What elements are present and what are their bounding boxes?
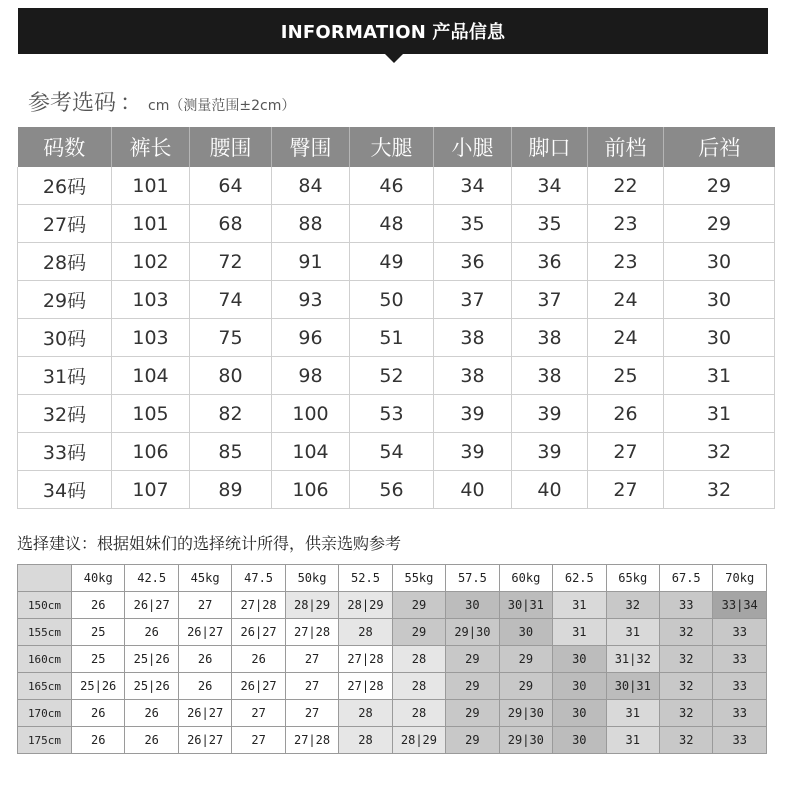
size-row <box>18 167 775 205</box>
section-title-text: 参考选码 <box>28 91 117 116</box>
size-cell: 32码 <box>18 395 112 433</box>
recommended-size-cell: 28 <box>392 673 445 700</box>
size-cell: 24 <box>588 319 664 357</box>
size-cell: 84 <box>272 167 350 205</box>
size-cell: 85 <box>190 433 272 471</box>
recommendation-row <box>18 646 767 673</box>
weight-header-cell: 70kg <box>713 565 767 592</box>
recommended-size-cell: 30|31 <box>499 592 552 619</box>
recommended-size-cell: 33 <box>659 592 712 619</box>
recommended-size-cell: 25 <box>72 619 125 646</box>
size-row <box>18 243 775 281</box>
recommended-size-cell: 31 <box>606 700 659 727</box>
size-row <box>18 319 775 357</box>
recommended-size-cell: 26 <box>178 673 231 700</box>
recommended-size-cell: 33 <box>713 700 767 727</box>
size-cell: 48 <box>350 205 434 243</box>
size-cell: 82 <box>190 395 272 433</box>
recommended-size-cell: 26 <box>72 592 125 619</box>
height-label: 165cm <box>18 673 72 700</box>
size-cell: 103 <box>112 281 190 319</box>
corner-cell <box>18 565 72 592</box>
size-cell: 34 <box>512 167 588 205</box>
size-cell: 30 <box>664 281 775 319</box>
recommended-size-cell: 30 <box>553 700 606 727</box>
size-cell: 39 <box>434 395 512 433</box>
weight-header-cell: 50kg <box>285 565 338 592</box>
recommended-size-cell: 26 <box>125 700 178 727</box>
recommended-size-cell: 27 <box>232 727 285 754</box>
size-cell: 29码 <box>18 281 112 319</box>
recommended-size-cell: 29 <box>499 673 552 700</box>
size-cell: 49 <box>350 243 434 281</box>
recommendation-row <box>18 727 767 754</box>
recommended-size-cell: 29 <box>392 619 445 646</box>
size-cell: 40 <box>512 471 588 509</box>
size-cell: 26码 <box>18 167 112 205</box>
size-cell: 106 <box>272 471 350 509</box>
size-cell: 28码 <box>18 243 112 281</box>
size-header-cell: 脚口 <box>512 127 588 167</box>
recommended-size-cell: 30 <box>553 727 606 754</box>
recommended-size-cell: 25 <box>72 646 125 673</box>
recommended-size-cell: 29 <box>392 592 445 619</box>
recommended-size-cell: 31 <box>553 619 606 646</box>
size-cell: 106 <box>112 433 190 471</box>
size-row <box>18 433 775 471</box>
size-header-cell: 后裆 <box>664 127 775 167</box>
size-cell: 23 <box>588 205 664 243</box>
size-cell: 39 <box>512 433 588 471</box>
recommended-size-cell: 29 <box>499 646 552 673</box>
size-cell: 38 <box>434 357 512 395</box>
recommended-size-cell: 30|31 <box>606 673 659 700</box>
size-cell: 30码 <box>18 319 112 357</box>
size-header-cell: 小腿 <box>434 127 512 167</box>
recommended-size-cell: 33|34 <box>713 592 767 619</box>
size-cell: 36 <box>434 243 512 281</box>
recommended-size-cell: 26|27 <box>232 673 285 700</box>
recommendation-row <box>18 700 767 727</box>
size-header-cell: 腰围 <box>190 127 272 167</box>
recommendation-table <box>17 564 767 754</box>
size-cell: 37 <box>512 281 588 319</box>
selection-note: 选择建议：根据姐妹们的选择统计所得，供亲选购参考 <box>17 534 402 553</box>
size-cell: 38 <box>512 357 588 395</box>
header-bar <box>18 8 768 54</box>
recommended-size-cell: 26 <box>232 646 285 673</box>
size-cell: 29 <box>664 205 775 243</box>
size-cell: 54 <box>350 433 434 471</box>
weight-header-cell: 57.5 <box>446 565 499 592</box>
weight-header-cell: 60kg <box>499 565 552 592</box>
size-cell: 88 <box>272 205 350 243</box>
size-header-cell: 臀围 <box>272 127 350 167</box>
size-cell: 102 <box>112 243 190 281</box>
size-cell: 32 <box>664 433 775 471</box>
weight-header-cell: 45kg <box>178 565 231 592</box>
recommended-size-cell: 31 <box>606 619 659 646</box>
size-table <box>17 127 775 509</box>
recommended-size-cell: 28|29 <box>285 592 338 619</box>
recommendation-row <box>18 673 767 700</box>
size-cell: 30 <box>664 243 775 281</box>
weight-header-cell: 65kg <box>606 565 659 592</box>
size-cell: 96 <box>272 319 350 357</box>
recommended-size-cell: 27|28 <box>232 592 285 619</box>
size-cell: 104 <box>272 433 350 471</box>
recommended-size-cell: 28 <box>339 727 392 754</box>
recommended-size-cell: 26|27 <box>125 592 178 619</box>
recommended-size-cell: 25|26 <box>125 673 178 700</box>
size-cell: 93 <box>272 281 350 319</box>
size-row <box>18 281 775 319</box>
size-cell: 32 <box>664 471 775 509</box>
size-cell: 39 <box>434 433 512 471</box>
recommended-size-cell: 32 <box>659 619 712 646</box>
weight-header-cell: 55kg <box>392 565 445 592</box>
size-cell: 103 <box>112 319 190 357</box>
height-label: 155cm <box>18 619 72 646</box>
size-cell: 27 <box>588 433 664 471</box>
size-cell: 107 <box>112 471 190 509</box>
recommended-size-cell: 30 <box>446 592 499 619</box>
recommended-size-cell: 26 <box>125 727 178 754</box>
recommended-size-cell: 29|30 <box>499 727 552 754</box>
size-cell: 75 <box>190 319 272 357</box>
recommended-size-cell: 27 <box>232 700 285 727</box>
recommended-size-cell: 27 <box>285 646 338 673</box>
recommended-size-cell: 30 <box>553 673 606 700</box>
recommended-size-cell: 29 <box>446 673 499 700</box>
height-label: 175cm <box>18 727 72 754</box>
size-cell: 52 <box>350 357 434 395</box>
recommended-size-cell: 27 <box>178 592 231 619</box>
size-cell: 101 <box>112 205 190 243</box>
recommended-size-cell: 31 <box>553 592 606 619</box>
recommended-size-cell: 26|27 <box>232 619 285 646</box>
recommended-size-cell: 28|29 <box>392 727 445 754</box>
size-cell: 29 <box>664 167 775 205</box>
recommended-size-cell: 29 <box>446 646 499 673</box>
size-cell: 30 <box>664 319 775 357</box>
recommended-size-cell: 29|30 <box>446 619 499 646</box>
recommended-size-cell: 26 <box>125 619 178 646</box>
recommended-size-cell: 27|28 <box>285 619 338 646</box>
header-pointer <box>385 54 403 63</box>
recommended-size-cell: 28 <box>392 646 445 673</box>
recommended-size-cell: 29|30 <box>499 700 552 727</box>
size-cell: 68 <box>190 205 272 243</box>
recommended-size-cell: 32 <box>659 673 712 700</box>
size-cell: 80 <box>190 357 272 395</box>
size-cell: 25 <box>588 357 664 395</box>
size-cell: 37 <box>434 281 512 319</box>
size-cell: 39 <box>512 395 588 433</box>
height-label: 170cm <box>18 700 72 727</box>
size-cell: 27码 <box>18 205 112 243</box>
size-cell: 38 <box>434 319 512 357</box>
size-cell: 56 <box>350 471 434 509</box>
size-cell: 89 <box>190 471 272 509</box>
size-cell: 104 <box>112 357 190 395</box>
recommended-size-cell: 26 <box>72 727 125 754</box>
recommended-size-cell: 26 <box>72 700 125 727</box>
size-cell: 35 <box>512 205 588 243</box>
size-cell: 100 <box>272 395 350 433</box>
recommended-size-cell: 26|27 <box>178 727 231 754</box>
size-row <box>18 395 775 433</box>
size-cell: 23 <box>588 243 664 281</box>
recommended-size-cell: 32 <box>659 700 712 727</box>
size-cell: 72 <box>190 243 272 281</box>
size-cell: 31 <box>664 357 775 395</box>
weight-header-cell: 47.5 <box>232 565 285 592</box>
size-row <box>18 357 775 395</box>
recommended-size-cell: 30 <box>499 619 552 646</box>
size-cell: 34码 <box>18 471 112 509</box>
weight-header-cell: 40kg <box>72 565 125 592</box>
size-cell: 35 <box>434 205 512 243</box>
size-header-cell: 大腿 <box>350 127 434 167</box>
recommended-size-cell: 30 <box>553 646 606 673</box>
recommended-size-cell: 32 <box>659 727 712 754</box>
size-cell: 53 <box>350 395 434 433</box>
header-title: INFORMATION 产品信息 <box>280 22 506 43</box>
recommended-size-cell: 33 <box>713 646 767 673</box>
recommended-size-cell: 27|28 <box>339 673 392 700</box>
size-cell: 51 <box>350 319 434 357</box>
height-label: 160cm <box>18 646 72 673</box>
recommended-size-cell: 31 <box>606 727 659 754</box>
size-cell: 50 <box>350 281 434 319</box>
size-cell: 38 <box>512 319 588 357</box>
recommended-size-cell: 33 <box>713 673 767 700</box>
recommended-size-cell: 25|26 <box>72 673 125 700</box>
recommended-size-cell: 27|28 <box>339 646 392 673</box>
size-cell: 24 <box>588 281 664 319</box>
recommendation-row <box>18 619 767 646</box>
recommended-size-cell: 32 <box>606 592 659 619</box>
section-unit: cm（测量范围±2cm） <box>148 98 296 114</box>
size-header-cell: 码数 <box>18 127 112 167</box>
recommended-size-cell: 29 <box>446 727 499 754</box>
recommended-size-cell: 25|26 <box>125 646 178 673</box>
size-cell: 27 <box>588 471 664 509</box>
size-cell: 98 <box>272 357 350 395</box>
size-cell: 74 <box>190 281 272 319</box>
recommended-size-cell: 28|29 <box>339 592 392 619</box>
size-cell: 40 <box>434 471 512 509</box>
size-cell: 36 <box>512 243 588 281</box>
recommended-size-cell: 27|28 <box>285 727 338 754</box>
recommended-size-cell: 31|32 <box>606 646 659 673</box>
size-cell: 46 <box>350 167 434 205</box>
size-cell: 64 <box>190 167 272 205</box>
recommended-size-cell: 28 <box>339 700 392 727</box>
size-cell: 101 <box>112 167 190 205</box>
recommended-size-cell: 33 <box>713 727 767 754</box>
weight-header-cell: 52.5 <box>339 565 392 592</box>
section-title <box>28 86 295 117</box>
height-label: 150cm <box>18 592 72 619</box>
size-cell: 31码 <box>18 357 112 395</box>
section-title-colon: ： <box>120 91 143 116</box>
size-cell: 31 <box>664 395 775 433</box>
size-cell: 91 <box>272 243 350 281</box>
size-cell: 34 <box>434 167 512 205</box>
recommended-size-cell: 26|27 <box>178 700 231 727</box>
recommended-size-cell: 26|27 <box>178 619 231 646</box>
recommendation-row <box>18 592 767 619</box>
size-row <box>18 471 775 509</box>
weight-header-cell: 42.5 <box>125 565 178 592</box>
recommended-size-cell: 27 <box>285 700 338 727</box>
size-row <box>18 205 775 243</box>
recommended-size-cell: 26 <box>178 646 231 673</box>
weight-header-cell: 62.5 <box>553 565 606 592</box>
recommended-size-cell: 33 <box>713 619 767 646</box>
size-cell: 26 <box>588 395 664 433</box>
recommended-size-cell: 27 <box>285 673 338 700</box>
recommended-size-cell: 28 <box>339 619 392 646</box>
size-header-cell: 前档 <box>588 127 664 167</box>
size-header-cell: 裤长 <box>112 127 190 167</box>
weight-header-cell: 67.5 <box>659 565 712 592</box>
size-cell: 33码 <box>18 433 112 471</box>
recommended-size-cell: 28 <box>392 700 445 727</box>
recommended-size-cell: 29 <box>446 700 499 727</box>
size-cell: 105 <box>112 395 190 433</box>
size-cell: 22 <box>588 167 664 205</box>
recommended-size-cell: 32 <box>659 646 712 673</box>
